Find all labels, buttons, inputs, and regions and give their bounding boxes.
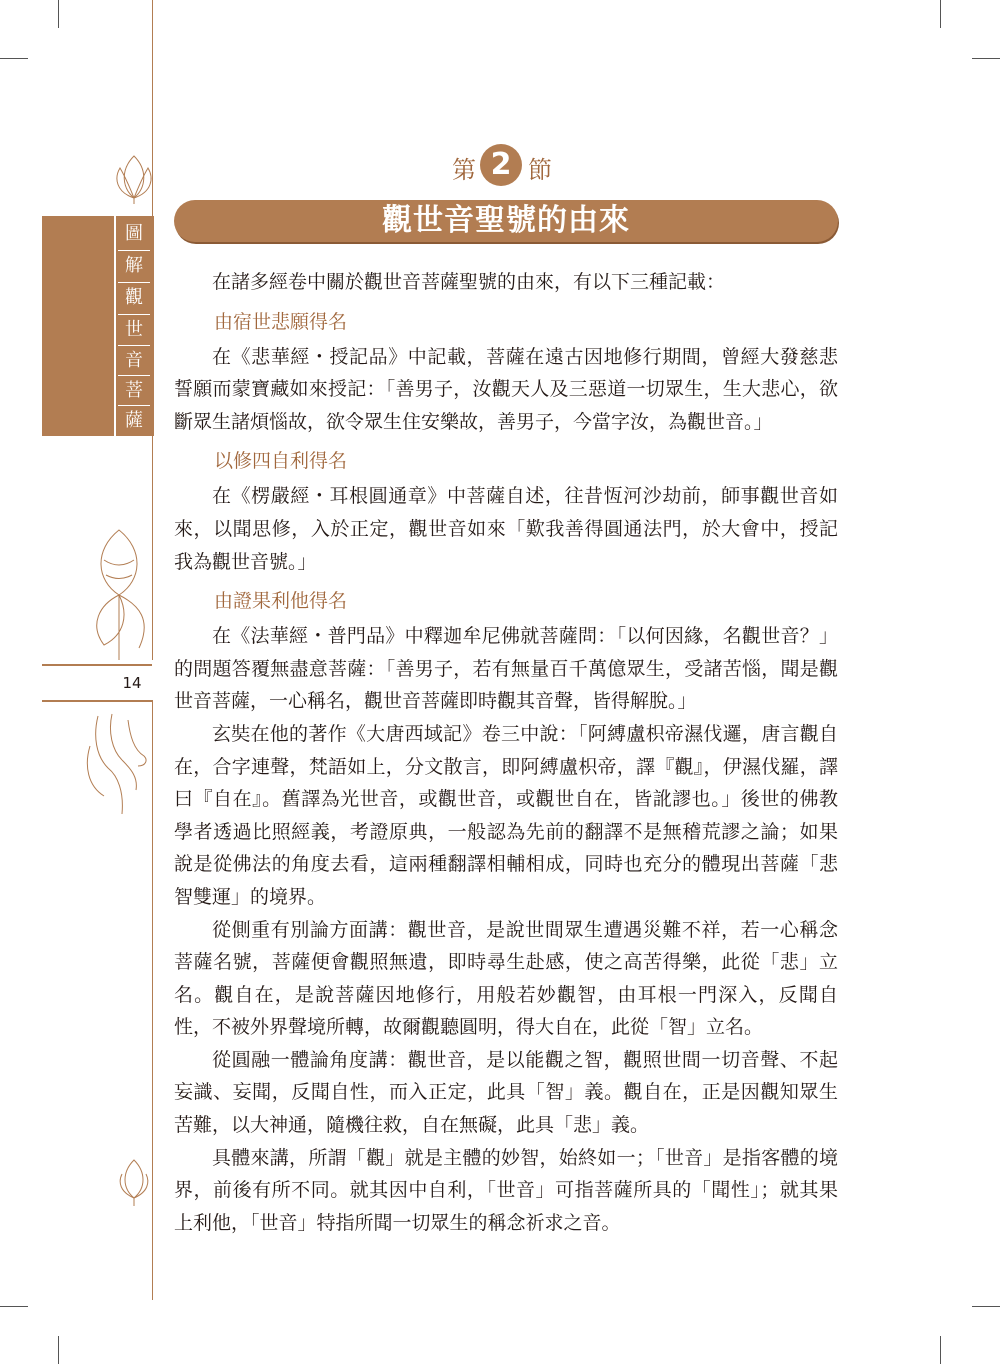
section-number-badge: 2 <box>480 144 522 186</box>
subheading-karma-vow: 由宿世悲願得名 <box>214 310 348 333</box>
crop-mark <box>0 1306 28 1307</box>
side-title-divider <box>118 345 150 346</box>
side-title-divider <box>118 375 150 376</box>
side-title-divider <box>118 282 150 283</box>
subheading-self-benefit: 以修四自利得名 <box>214 450 348 473</box>
crop-mark <box>940 1336 941 1364</box>
section-suffix: 節 <box>528 156 552 184</box>
side-title-char: 菩 <box>125 380 143 401</box>
paragraph-karma-vow: 在《悲華經・授記品》中記載，菩薩在遠古因地修行期間，曾經大發慈悲誓願而蒙寶藏如來授記：「善男子，汝觀天人及三惡道一切眾生，生大悲心，欲斷眾生諸煩惱故，欲令眾生住安樂故，善男子，今當字汝，為觀世音。」 <box>174 345 838 433</box>
paragraph-side-emphasis: 從側重有別論方面講：觀世音，是說世間眾生遭遇災難不祥，若一心稱念菩薩名號，菩薩便會觀照無遺，即時尋生赴感，使之高苦得樂，此從「悲」立名。觀自在，是說菩薩因地修行，用般若妙觀智，由耳根一門深入，反聞自性，不被外界聲境所轉，故爾觀聽圓明，得大自在，此從「智」立名。 <box>174 918 838 1039</box>
side-title-char: 觀 <box>125 287 143 308</box>
side-title-char: 薩 <box>125 410 143 431</box>
crop-mark <box>972 58 1000 59</box>
paragraph-xuanzang: 玄奘在他的著作《大唐西域記》卷三中說：「阿縛盧枳帝濕伐邏，唐言觀自在，合字連聲，梵語如上，分文散言，即阿縛盧枳帝，譯『觀』，伊濕伐羅，譯曰『自在』。舊譯為光世音，或觀世音，或觀世自在，皆訛謬也。」後世的佛教學者透過比照經義，考證原典，一般認為先前的翻譯不是無稽荒謬之論；如果說是從佛法的角度去看，這兩種翻譯相輔相成，同時也充分的體現出菩薩「悲智雙運」的境界。 <box>174 722 838 908</box>
side-title-divider <box>118 405 150 406</box>
side-title-char: 世 <box>125 319 143 340</box>
mudra-hands-icon <box>78 706 152 816</box>
side-title-char: 解 <box>125 255 143 276</box>
paragraph-self-benefit: 在《楞嚴經・耳根圓通章》中菩薩自述，往昔恆河沙劫前，師事觀世音如來，以聞思修，入於正定，觀世音如來「歎我善得圓通法門，於大會中，授記我為觀世音號。」 <box>174 485 838 573</box>
crop-mark <box>972 1306 1000 1307</box>
crop-mark <box>58 0 59 28</box>
lotus-flower-icon <box>112 148 156 204</box>
subheading-benefit-others: 由證果利他得名 <box>214 590 348 613</box>
paragraph-benefit-others: 在《法華經・普門品》中釋迦牟尼佛就菩薩問：「以何因緣，名觀世音？」的問題答覆無盡意菩薩：「善男子，若有無量百千萬億眾生，受諸苦惱，聞是觀世音菩薩，一心稱名，觀世音菩薩即時觀其音聲，皆得解脫。」 <box>174 625 838 713</box>
crop-mark <box>58 1336 59 1364</box>
side-title-divider <box>118 250 150 251</box>
paragraph-concrete: 具體來講，所謂「觀」就是主體的妙智，始終如一；「世音」是指客體的境界，前後有所不同。就其因中自利，「世音」可指菩薩所具的「聞性」；就其果上利他，「世音」特指所聞一切眾生的稱念祈求之音。 <box>174 1146 838 1234</box>
page-number-rule-bottom <box>42 700 152 702</box>
lotus-bud-icon <box>112 1150 156 1206</box>
rail-line-bottom <box>152 700 153 1300</box>
crop-mark <box>0 58 28 59</box>
section-title: 觀世音聖號的由來 <box>174 200 838 242</box>
article-body <box>174 266 838 1239</box>
section-label <box>430 144 580 188</box>
side-title-char: 圖 <box>125 223 143 244</box>
section-prefix: 第 <box>452 156 476 184</box>
paragraph-perfect-unity: 從圓融一體論角度講：觀世音，是以能觀之智，觀照世間一切音聲、不起妄識、妄聞，反聞自性，而入正定，此具「智」義。觀自在，正是因觀知眾生苦難，以大神通，隨機往救，自在無礙，此具「悲」義。 <box>174 1048 838 1137</box>
page-number-rule-top <box>42 664 152 666</box>
intro-paragraph: 在諸多經卷中關於觀世音菩薩聖號的由來，有以下三種記載： <box>212 271 726 293</box>
side-title-divider <box>118 314 150 315</box>
side-title-char: 音 <box>125 350 143 371</box>
crop-mark <box>940 0 941 28</box>
page-number: 14 <box>122 674 142 692</box>
lotus-leaf-icon <box>84 520 154 660</box>
